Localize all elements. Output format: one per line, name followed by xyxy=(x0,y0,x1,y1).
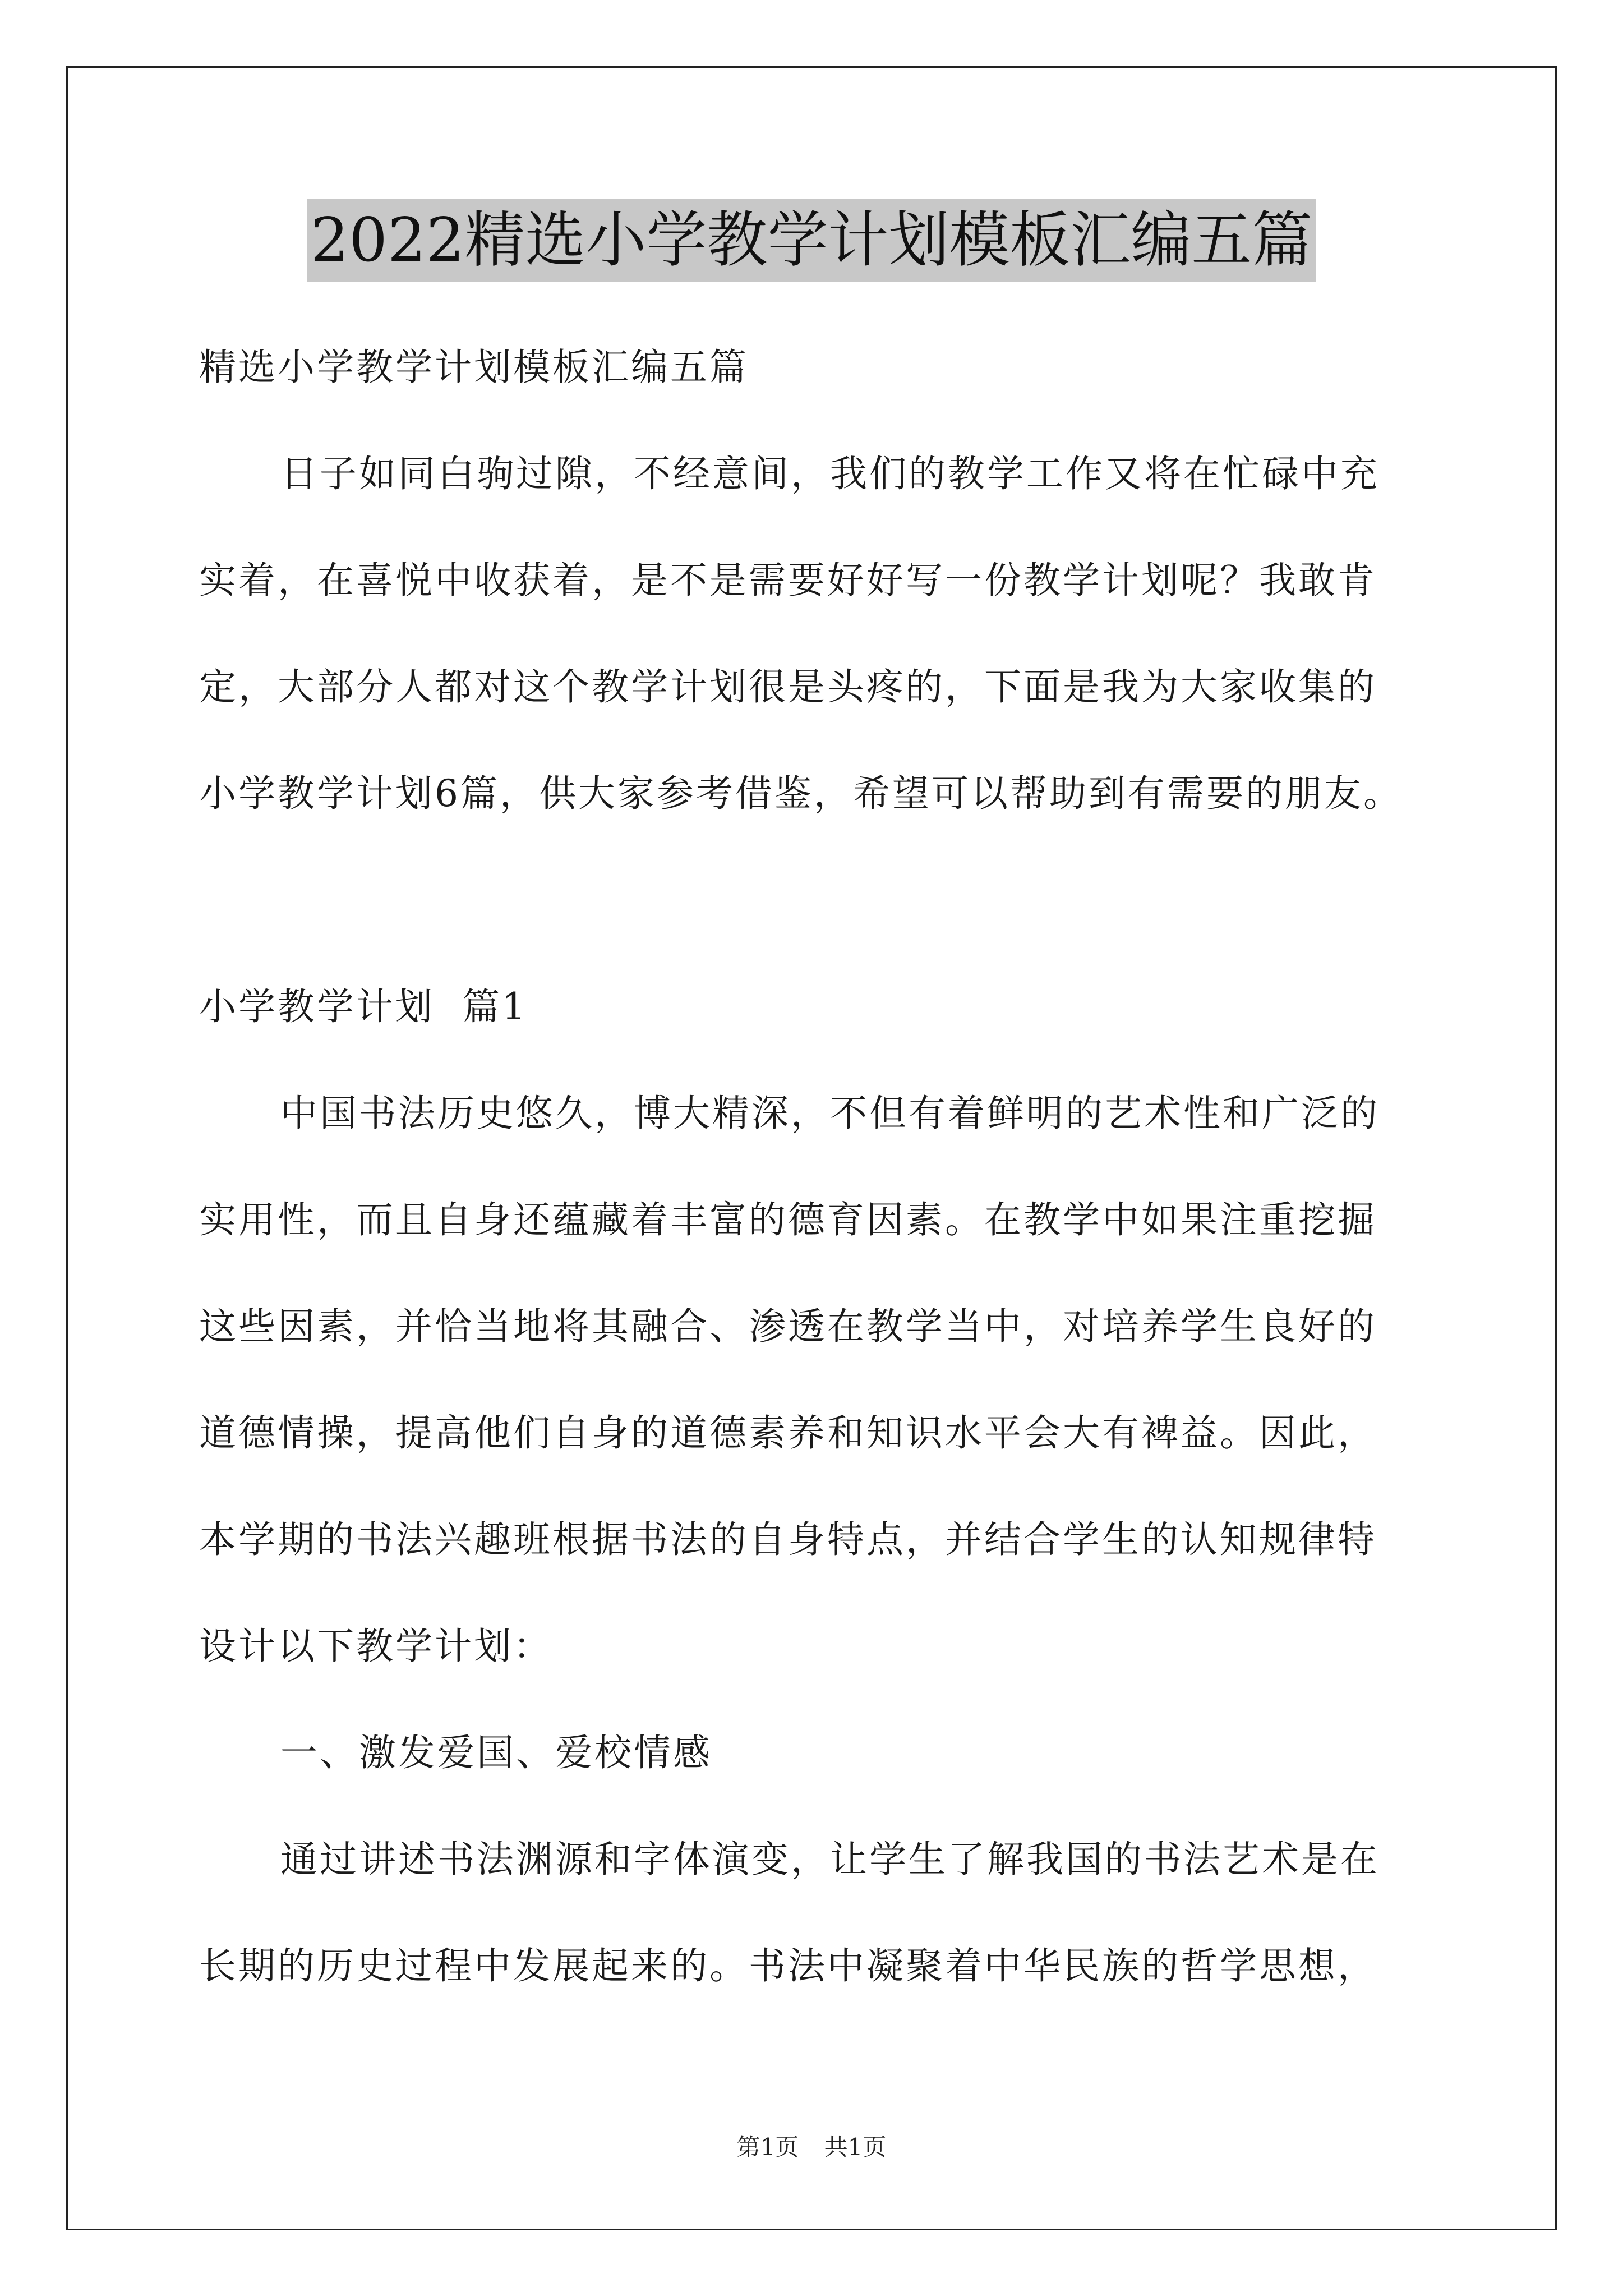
title-wrap xyxy=(0,199,1623,282)
section-para1-line-3: 这些因素，并恰当地将其融合、渗透在教学当中，对培养学生良好的 xyxy=(199,1305,1377,1348)
paragraph-gap xyxy=(199,847,1433,954)
subheading: 一、激发爱国、爱校情感 xyxy=(280,1731,712,1774)
section-para1-line-4: 道德情操，提高他们自身的道德素养和知识水平会大有裨益。因此， xyxy=(199,1411,1377,1455)
section-para1-line-2: 实用性，而且自身还蕴藏着丰富的德育因素。在教学中如果注重挖掘 xyxy=(199,1198,1377,1241)
section-para1-line-5: 本学期的书法兴趣班根据书法的自身特点，并结合学生的认知规律特 xyxy=(199,1518,1377,1561)
section-para1-line-1: 中国书法历史悠久，博大精深，不但有着鲜明的艺术性和广泛的 xyxy=(280,1092,1380,1135)
page-total: 共1页 xyxy=(824,2133,887,2161)
document-body xyxy=(199,314,1433,2019)
page-footer xyxy=(0,2129,1623,2162)
section-para2-line-2: 长期的历史过程中发展起来的。书法中凝聚着中华民族的哲学思想， xyxy=(199,1944,1377,1987)
intro-line-2: 实着，在喜悦中收获着，是不是需要好好写一份教学计划呢？我敢肯 xyxy=(199,559,1377,602)
intro-line-1: 日子如同白驹过隙，不经意间，我们的教学工作又将在忙碌中充 xyxy=(280,452,1380,495)
intro-line-4: 小学教学计划6篇，供大家参考借鉴，希望可以帮助到有需要的朋友。 xyxy=(199,772,1403,815)
section-heading: 小学教学计划 篇1 xyxy=(199,985,528,1028)
section-para2-line-1: 通过讲述书法渊源和字体演变，让学生了解我国的书法艺术是在 xyxy=(280,1838,1380,1881)
intro-line-3: 定，大部分人都对这个教学计划很是头疼的，下面是我为大家收集的 xyxy=(199,665,1377,708)
section-para1-line-6: 设计以下教学计划： xyxy=(199,1625,552,1668)
subtitle: 精选小学教学计划模板汇编五篇 xyxy=(199,346,749,389)
page-number: 第1页 xyxy=(736,2133,799,2161)
document-title: 2022精选小学教学计划模板汇编五篇 xyxy=(307,199,1316,282)
